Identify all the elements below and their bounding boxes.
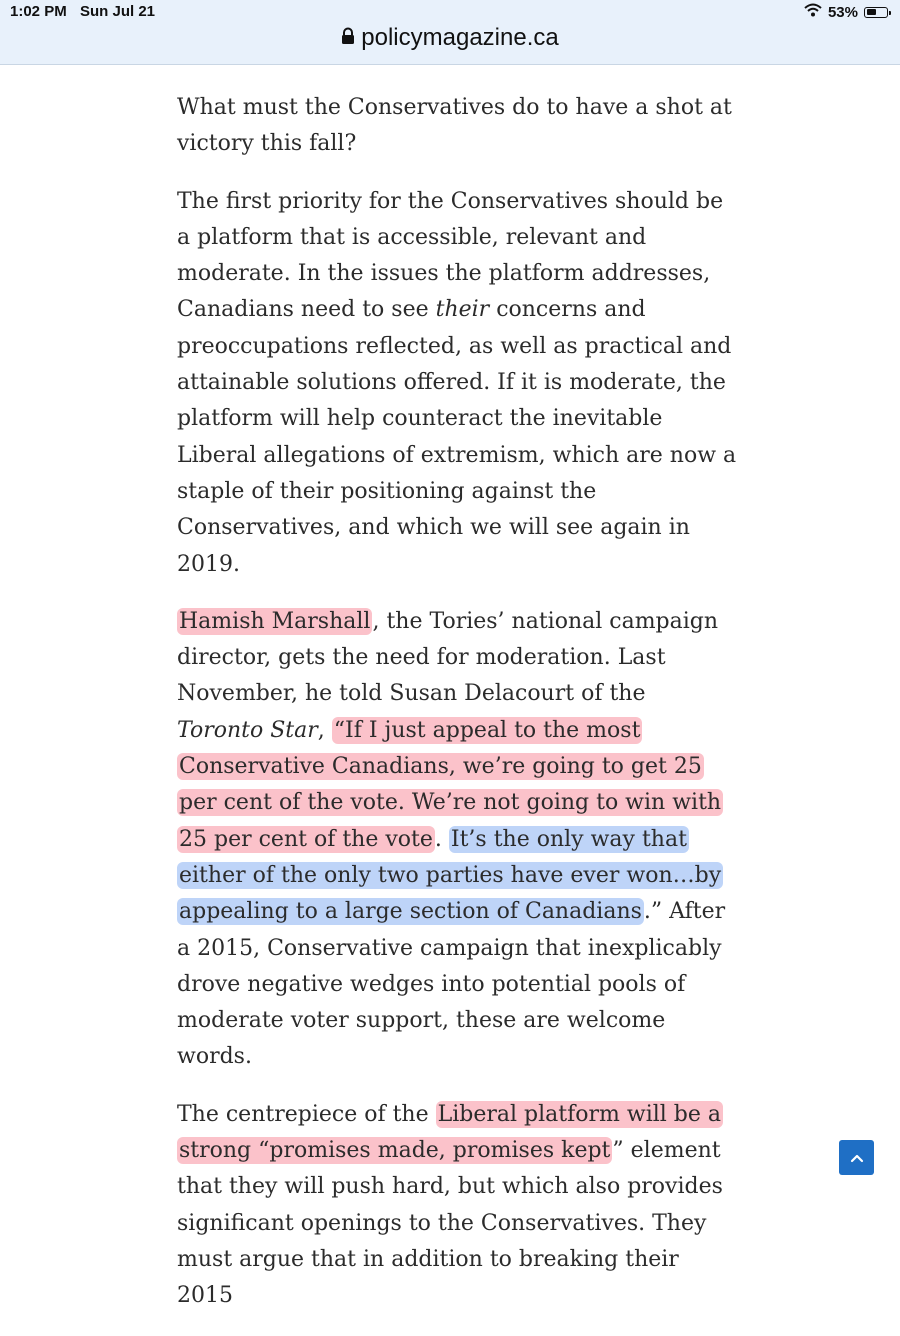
battery-level [867,9,877,15]
highlight-quote-blue: It’s the only way that either of the only two parties have ever won…by appealing to a large section of Canadians [179,826,722,925]
battery-percent: 53% [827,3,858,21]
status-time: 1:02 PM [10,3,67,20]
battery-icon [864,7,888,18]
paragraph-1-text: What must the Conservatives do to have a shot at victory this fall? [177,95,732,157]
toronto-star-emphasis: Toronto Star [177,717,318,743]
paragraph-3 [177,604,737,1076]
url-text[interactable]: policymagazine.ca [361,24,559,51]
status-date: Sun Jul 21 [80,3,156,20]
paragraph-2-text-b: concerns and preoccupations reflected, as well as practical and attainable solutions offered. If it is moderate, the platform will help counteract the inevitable Liberal allegations of extremism, which are now a staple of their positioning against the Conservatives, and which we will see again in 2019. [177,297,737,577]
paragraph-3-text-c: . [434,826,449,852]
paragraph-3-text-a: , the Tories’ national campaign director, gets the need for moderation. Last November, he told Susan Delacourt of the [177,608,719,707]
highlight-quote-red: “If I just appeal to the most Conservative Canadians, we’re going to get 25 per cent of the vote. We’re not going to win with 25 per cent of the vote [179,717,722,852]
scroll-to-top-button[interactable] [839,1140,874,1175]
paragraph-3-text-b: , [317,717,332,743]
status-bar [0,0,900,24]
article-body [177,90,737,1336]
paragraph-2 [177,184,737,583]
lock-icon [341,24,355,52]
wifi-icon [804,3,822,21]
address-bar[interactable] [0,24,900,65]
paragraph-3-text-d: .” After a 2015, Conservative campaign that inexplicably drove negative wedges into potential pools of moderate voter support, these are welcome words. [177,899,726,1070]
status-indicators [804,3,888,21]
paragraph-4-text-b: ” element that they will push hard, but which also provides significant openings to the Conservatives. They must argue that in addition to breaking their 2015 [177,1138,723,1309]
paragraph-2-text-a: The first priority for the Conservatives should be a platform that is accessible, relevant and moderate. In the issues the platform addresses, Canadians need to see [177,188,724,323]
paragraph-4 [177,1097,737,1315]
chevron-up-icon [850,1148,864,1167]
highlight-liberal-platform: Liberal platform will be a strong “promises made, promises kept [179,1101,722,1164]
paragraph-1 [177,90,737,163]
paragraph-2-emphasis: their [435,297,490,323]
paragraph-4-text-a: The centrepiece of the [177,1101,436,1127]
highlight-hamish-marshall: Hamish Marshall [179,608,371,634]
